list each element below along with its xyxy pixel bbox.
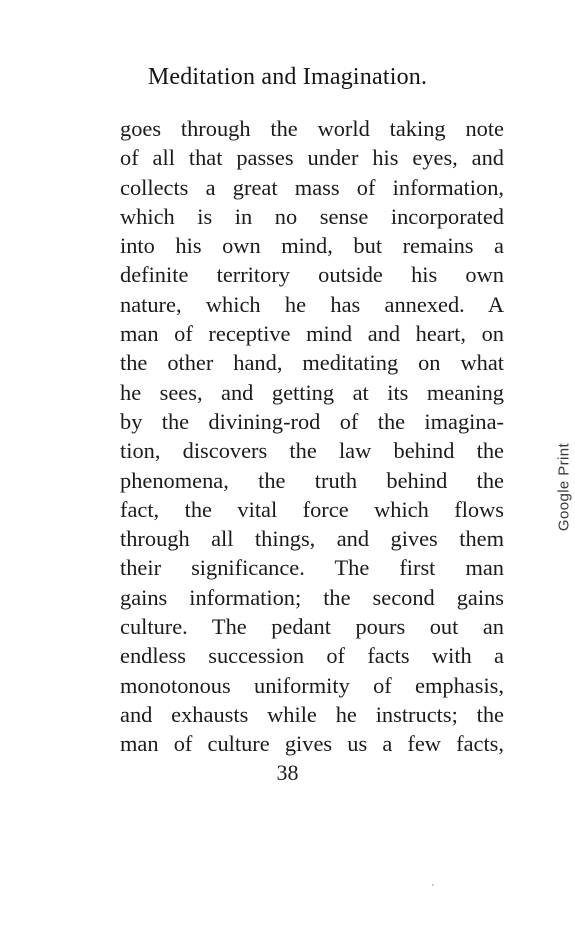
text-line: he sees, and getting at its meaning — [120, 379, 504, 405]
text-line: monotonous uniformity of emphasis, — [120, 672, 504, 698]
text-line: which is in no sense incorporated — [120, 203, 504, 229]
text-line: fact, the vital force which flows — [120, 496, 504, 522]
text-line: nature, which he has annexed. A — [120, 291, 504, 317]
text-line: man of receptive mind and heart, on — [120, 321, 504, 347]
text-line: collects a great mass of information, — [120, 174, 504, 200]
body-text — [120, 114, 504, 759]
text-line: tion, discovers the law behind the — [120, 438, 504, 464]
text-line: man of culture gives us a few facts, — [120, 731, 504, 757]
text-line: goes through the world taking note — [120, 116, 504, 141]
paper-speck — [432, 884, 434, 886]
text-line: the other hand, meditating on what — [120, 350, 504, 376]
watermark-text: Google Print — [555, 442, 573, 531]
text-line: endless succession of facts with a — [120, 643, 504, 669]
text-line: by the divining-rod of the imagina- — [120, 408, 504, 434]
watermark — [553, 424, 575, 549]
text-line: gains information; the second gains — [120, 584, 504, 610]
page-number: 38 — [276, 760, 299, 785]
text-line: into his own mind, but remains a — [120, 233, 504, 259]
text-line: and exhausts while he instructs; the — [120, 701, 504, 727]
text-line: culture. The pedant pours out an — [120, 614, 504, 640]
text-line: through all things, and gives them — [120, 526, 504, 552]
text-line: phenomena, the truth behind the — [120, 467, 504, 493]
text-line: of all that passes under his eyes, and — [120, 145, 504, 171]
text-line: definite territory outside his own — [120, 262, 504, 288]
text-line: their significance. The first man — [120, 555, 504, 581]
running-head: Meditation and Imagination. — [147, 64, 428, 90]
